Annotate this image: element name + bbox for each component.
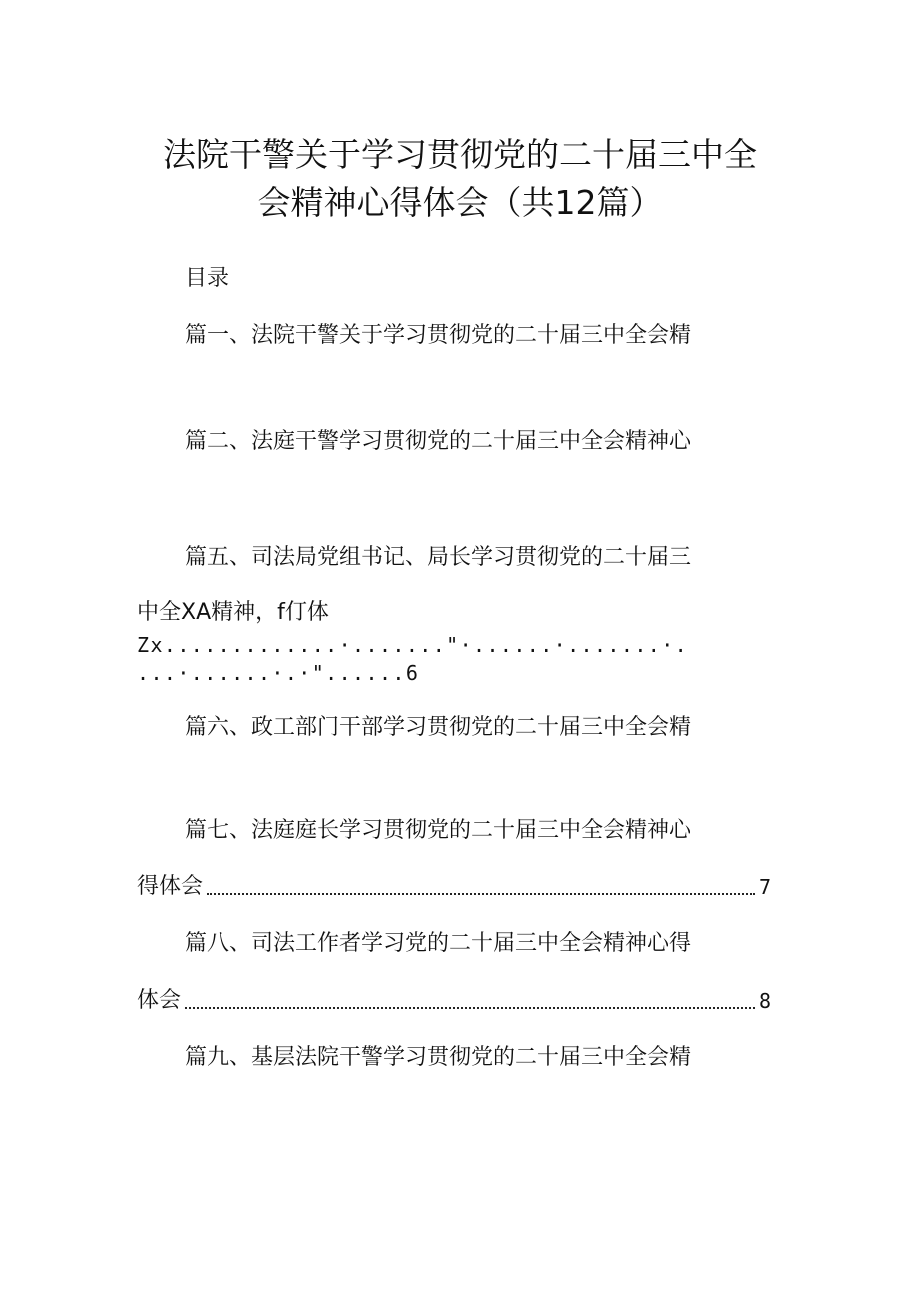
toc-entry-1[interactable]: 篇一、法院干警关于学习贯彻党的二十届三中全会精 bbox=[185, 323, 692, 348]
dot-leader bbox=[207, 893, 755, 895]
document-title-line-2: 会精神心得体会（共12篇） bbox=[257, 183, 663, 222]
toc-entry-8[interactable]: 篇八、司法工作者学习党的二十届三中全会精神心得 bbox=[185, 931, 692, 956]
toc-entry-5-garbled-leader-2: ...·......·.·"......6 bbox=[137, 661, 420, 685]
toc-entry-5[interactable]: 篇五、司法局党组书记、局长学习贯彻党的二十届三 bbox=[185, 545, 692, 570]
toc-entry-7-page-number: 7 bbox=[758, 875, 771, 899]
toc-entry-5-garbled-leader-1: Zx.............·......."·......·.......·. bbox=[137, 633, 689, 657]
toc-entry-8-page-number: 8 bbox=[758, 989, 771, 1013]
toc-entry-7[interactable]: 篇七、法庭庭长学习贯彻党的二十届三中全会精神心 bbox=[185, 818, 692, 843]
toc-entry-7-continuation: 得体会 bbox=[137, 874, 204, 899]
dot-leader bbox=[185, 1007, 755, 1009]
toc-entry-9[interactable]: 篇九、基层法院干警学习贯彻党的二十届三中全会精 bbox=[185, 1045, 692, 1070]
document-title-line-1: 法院干警关于学习贯彻党的二十届三中全 bbox=[163, 135, 757, 174]
toc-entry-6[interactable]: 篇六、政工部门干部学习贯彻党的二十届三中全会精 bbox=[185, 715, 692, 740]
toc-entry-7-leader-row[interactable] bbox=[137, 872, 771, 902]
toc-entry-5-continuation[interactable]: 中全XA精神，f仃体 bbox=[137, 600, 329, 625]
toc-entry-8-continuation: 体会 bbox=[137, 988, 182, 1013]
toc-entry-8-leader-row[interactable] bbox=[137, 986, 771, 1016]
toc-heading: 目录 bbox=[185, 266, 230, 291]
toc-entry-2[interactable]: 篇二、法庭干警学习贯彻党的二十届三中全会精神心 bbox=[185, 429, 692, 454]
